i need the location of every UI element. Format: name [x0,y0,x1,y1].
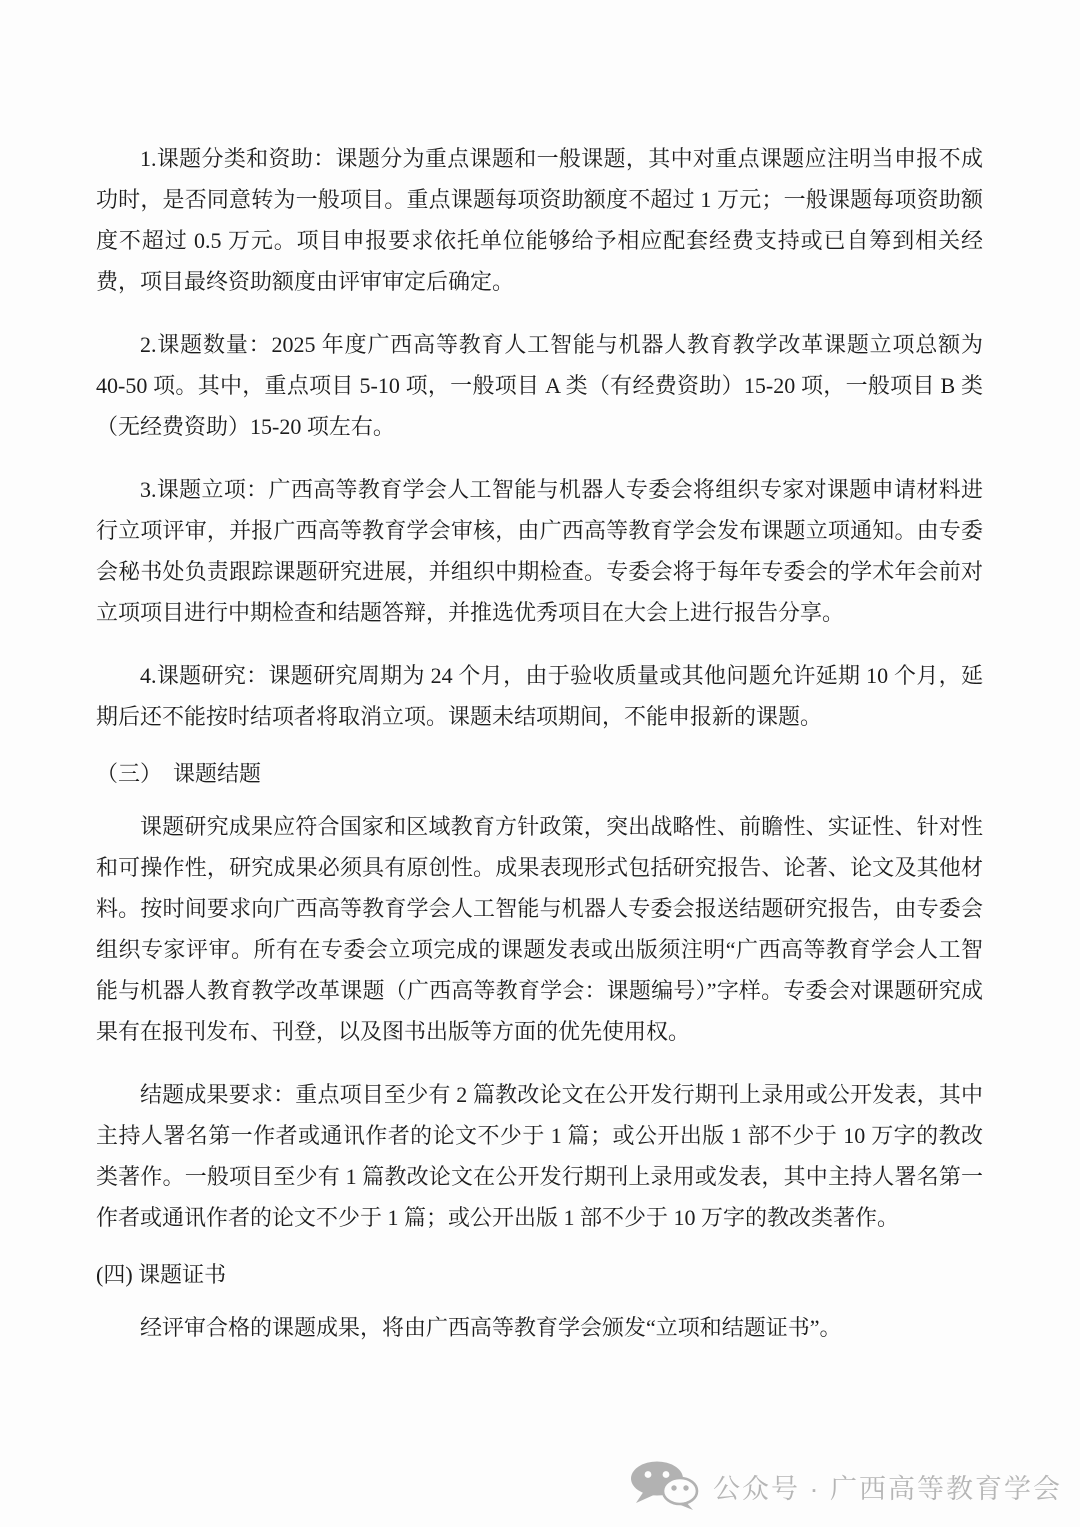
para-topic-approval: 3.课题立项：广西高等教育学会人工智能与机器人专委会将组织专家对课题申请材料进行立项评审，并报广西高等教育学会审核，由广西高等教育学会发布课题立项通知。由专委会秘书处负责跟踪课题研究进展，并组织中期检查。专委会将于每年专委会的学术年会前对立项项目进行中期检查和结题答辩，并推选优秀项目在大会上进行报告分享。 [96,477,983,625]
watermark-footer [630,1461,1062,1511]
para-certificate-issue: 经评审合格的课题成果，将由广西高等教育学会颁发“立项和结题证书”。 [140,1315,842,1340]
para-topic-classification-funding: 1.课题分类和资助：课题分为重点课题和一般课题，其中对重点课题应注明当申报不成功时，是否同意转为一般项目。重点课题每项资助额度不超过 1 万元；一般课题每项资助额度不超过 0.5 万元。项目申报要求依托单位能够给予相应配套经费支持或已自筹到相关经费，项目最终资助额度由评审审定后确定。 [96,146,983,294]
para-topic-research-period: 4.课题研究：课题研究周期为 24 个月，由于验收质量或其他问题允许延期 10 个月，延期后还不能按时结项者将取消立项。课题未结项期间，不能申报新的课题。 [96,663,983,729]
heading-section-three-conclusion: （三） 课题结题 [96,761,262,786]
document-body [96,138,983,1370]
para-conclusion-outcomes: 课题研究成果应符合国家和区域教育方针政策，突出战略性、前瞻性、实证性、针对性和可操作性，研究成果必须具有原创性。成果表现形式包括研究报告、论著、论文及其他材料。按时间要求向广西高等教育学会人工智能与机器人专委会报送结题研究报告，由专委会组织专家评审。所有在专委会立项完成的课题发表或出版须注明“广西高等教育学会人工智能与机器人教育教学改革课题（广西高等教育学会：课题编号）”字样。专委会对课题研究成果有在报刊发布、刊登，以及图书出版等方面的优先使用权。 [96,814,983,1044]
para-topic-quantity: 2.课题数量：2025 年度广西高等教育人工智能与机器人教育教学改革课题立项总额为 40-50 项。其中，重点项目 5-10 项，一般项目 A 类（有经费资助）15-20 项，一般项目 B 类（无经费资助）15-20 项左右。 [96,332,983,439]
para-conclusion-requirements: 结题成果要求：重点项目至少有 2 篇教改论文在公开发行期刊上录用或公开发表，其中主持人署名第一作者或通讯作者的论文不少于 1 篇；或公开出版 1 部不少于 10 万字的教改类著作。一般项目至少有 1 篇教改论文在公开发行期刊上录用或发表，其中主持人署名第一作者或通讯作者的论文不少于 1 篇；或公开出版 1 部不少于 10 万字的教改类著作。 [96,1082,983,1230]
wechat-icon [630,1461,700,1511]
watermark-text: 公众号 · 广西高等教育学会 [713,1473,1062,1504]
heading-section-four-certificate: (四) 课题证书 [96,1262,227,1287]
